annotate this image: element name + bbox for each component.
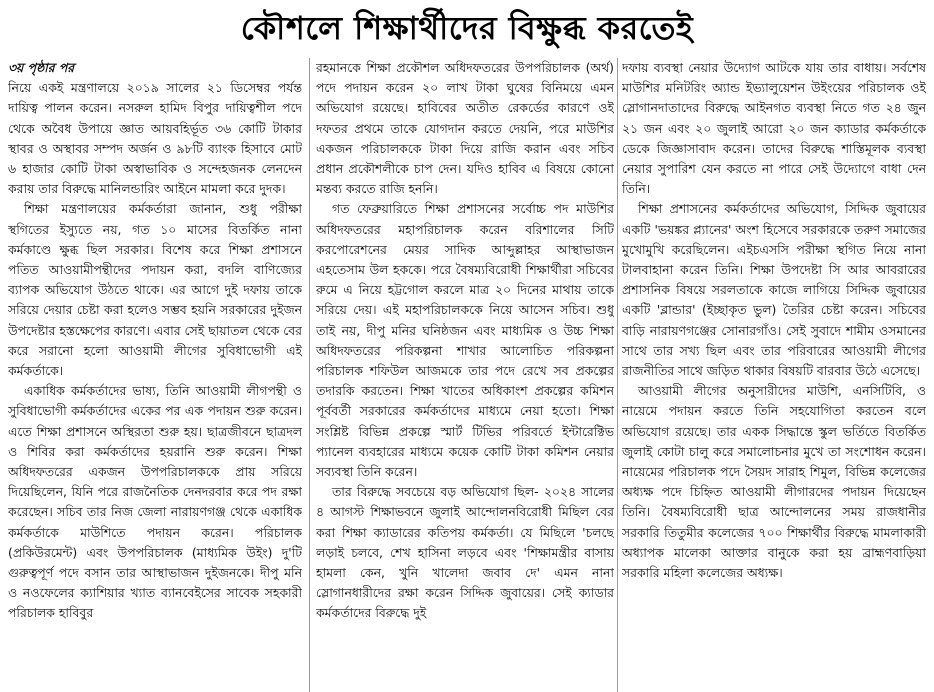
article-column-2 (316, 58, 614, 692)
headline: কৌশলে শিক্ষার্থীদের বিক্ষুব্ধ করতেই (240, 9, 694, 47)
headline-bar (0, 0, 934, 52)
paragraph: দফায় ব্যবস্থা নেয়ার উদ্যোগ আটকে যায় তার বাধায়। সর্বশেষ মাউশির মনিটরিং অ্যান্ড ইভ্যালুয়েশন উইংয়ের পরিচালক ওই স্লোগানদাতাদের বিরুদ্ধে আইনগত ব্যবস্থা নিতে গত ২৪ জুন ২১ জন এবং ২০ জুলাই আরো ২০ জন ক্যাডার কর্মকর্তাকে ডেকে জিজ্ঞাসাবাদ করেন। তাদের বিরুদ্ধে শাস্তিমূলক ব্যবস্থা নেয়ার সুপারিশ যেন করতে না পারে সেই উদ্যোগে বাধা দেন তিনি। (622, 60, 926, 197)
column-divider (617, 58, 618, 692)
paragraph: গত ফেব্রুয়ারিতে শিক্ষা প্রশাসনের সর্বোচ্চ পদ মাউশির অধিদফতরের মহাপরিচালক করেন বরিশালের সিটি করপোরেশনের মেয়র সাদিক আব্দুল্লাহর আস্থাভাজন এহতেসাম উল হককে। পরে বৈষম্যবিরোধী শিক্ষার্থীরা সচিবের রুমে এ নিয়ে হট্টগোল করলে মাত্র ২০ দিনের মাথায় তাকে সরিয়ে দেয়। এই মহাপরিচালককে নিয়ে আসেন সচিব। শুধু তাই নয়, দীপু মনির ঘনিষ্ঠজন এবং মাধ্যমিক ও উচ্চ শিক্ষা অধিদফতরের পরিকল্পনা শাখার আলোচিত পরিকল্পনা পরিচালক শফিউল আজমকে তার পদে রেখে সব প্রকল্পের তদারকি করতেন। শিক্ষা খাতের অধিকাংশ প্রকল্পের কমিশন পূর্ববর্তী সরকারের কর্মকর্তাদের মাধ্যমে নেয়া হতো। শিক্ষা সংশ্লিষ্ট বিভিন্ন প্রকল্পে স্মার্ট টিভির পরিবর্তে ইন্টারেক্টিভ প্যানেল ব্যবহারের মাধ্যমে কয়েক কোটি টাকা কমিশন নেয়ার সব্যবস্থা তিনি করেন। (316, 201, 614, 480)
paragraph: শিক্ষা প্রশাসনের কর্মকর্তাদের অভিযোগ, সিদ্দিক জুবায়ের একটি 'ভয়ঙ্কর প্ল্যানের' অংশ হিসেবে সরকারকে তরুণ সমাজের মুখোমুখি করেছিলেন। এইচএসসি পরীক্ষা স্থগিত নিয়ে নানা টালবাহানা করেন তিনি। শিক্ষা উপদেষ্টা সি আর আবরারের প্রশাসনিক বিষয়ে সরলতাকে কাজে লাগিয়ে সিদ্দিক জুবায়ের একটি 'ব্লান্ডার' (ইচ্ছাকৃত ভুল) তৈরির চেষ্টা করেন। সচিবের বাড়ি নারায়ণগঞ্জের সোনারগাঁও। সেই সুবাদে শামীম ওসমানের সাথে তার সখ্য ছিল এবং তার পরিবারের আওয়ামী লীগের রাজনীতির সাথে জড়িত থাকার বিষয়টি বারবার উঠে এসেছে। (622, 201, 926, 379)
paragraph: রহমানকে শিক্ষা প্রকৌশল অধিদফতরের উপপরিচালক (অর্থ) পদে পদায়ন করেন ২০ লাখ টাকা ঘুষের বিনিময়ে এমন অভিযোগ রয়েছে। হাবিবের অতীত রেকর্ডের কারণে ওই দফতর প্রথমে তাকে যোগদান করতে দেয়নি, পরে মাউশির একজন পরিচালককে টাকা দিয়ে রাজি করান এবং সচিব প্রধান প্রকৌশলীকে চাপ দেন। যদিও হাবিব এ বিষয়ে কোনো মন্তব্য করতে রাজি হননি। (316, 60, 614, 197)
paragraph: আওয়ামী লীগের অনুসারীদের মাউশি, এনসিটিবি, ও নায়েমে পদায়ন করতে তিনি সহযোগিতা করতেন বলে অভিযোগ রয়েছে। তার একক সিদ্ধান্তে স্কুল ভর্তিতে বিতর্কিত জুলাই কোটা চালু করে সমালোচনার মুখে তা সংশোধন করেন। নায়েমের পরিচালক পদে সৈয়দ সারাহ শিমুল, বিভিন্ন কলেজের অধ্যক্ষ পদে চিহ্নিত আওয়ামী লীগারদের পদায়ন দিয়েছেন তিনি। বৈষম্যবিরোধী ছাত্র আন্দোলনের সময় রাজধানীর সরকারি তিতুমীর কলেজের ৭০০ শিক্ষার্থীর বিরুদ্ধে মামলাকারী অধ্যাপক মালেকা আক্তার বানুকে করা হয় ব্রাহ্মণবাড়িয়া সরকারি মহিলা কলেজের অধ্যক্ষ। (622, 383, 926, 581)
paragraph: তার বিরুদ্ধে সবচেয়ে বড় অভিযোগ ছিল- ২০২৪ সালের ৪ আগস্ট শিক্ষাভবনে জুলাই আন্দোলনবিরোধী মিছিল বের করা শিক্ষা ক্যাডারের কতিপয় কর্মকর্তা। যে মিছিলে 'চলছে লড়াই চলবে, শেখ হাসিনা লড়বে এবং 'শিক্ষামন্ত্রীর বাসায় হামলা কেন, খুনি খালেদা জবাব দে' এমন নানা স্লোগানধারীদের রক্ষা করেন সিদ্দিক জুবায়ের। সেই ক্যাডার কর্মকর্তাদের বিরুদ্ধে দুই (316, 484, 614, 621)
paragraph: নিয়ে একই মন্ত্রণালয়ে ২০১৯ সালের ২১ ডিসেম্বর পর্যন্ত দায়িত্ব পালন করেন। নসরুল হামিদ বিপুর দায়িত্বশীল পদে থেকে অবৈধ উপায়ে জ্ঞাত আয়বহির্ভূত ৩৬ কোটি টাকার স্থাবর ও অস্থাবর সম্পদ অর্জন ও ৯৮টি ব্যাংক হিসাবে মোট ৬ হাজার কোটি টাকা অস্বাভাবিক ও সন্দেহজনক লেনদেন করায় তার বিরুদ্ধে মানিলন্ডারিং আইনে মামলা করে দুদক। (8, 80, 302, 197)
column-divider (309, 58, 310, 692)
continued-label: ৩য় পৃষ্ঠার পর (8, 60, 75, 75)
paragraph: একাধিক কর্মকর্তাদের ভাষ্য, তিনি আওয়ামী লীগপন্থী ও সুবিধাভোগী কর্মকর্তাদের একের পর এক পদায়ন শুরু করেন। এতে শিক্ষা প্রশাসনে অস্থিরতা শুরু হয়। ছাত্রজীবনে ছাত্রদল ও শিবির করা কর্মকর্তাদের হয়রানি শুরু করেন। শিক্ষা অধিদফতরের একজন উপপরিচালককে প্রায় সরিয়ে দিয়েছিলেন, যিনি পরে রাজনৈতিক দেনদরবার করে পদ রক্ষা করেছেন। সচিব তার নিজ জেলা নারায়ণগঞ্জ থেকে একাধিক কর্মকর্তাকে মাউশিতে পদায়ন করেন। পরিচালক (প্রকিউরমেন্ট) এবং উপপরিচালক (মাধ্যমিক উইং) দু'টি গুরুত্বপূর্ণ পদে বসান তার আস্থাভাজন দুইজনকে। দীপু মনি ও নওফেলের ক্যাশিয়ার খ্যাত ব্যানবেইসের সাবেক সহকারী পরিচালক হাবিবুর (8, 383, 302, 621)
article-column-3 (622, 58, 926, 692)
paragraph: শিক্ষা মন্ত্রণালয়ের কর্মকর্তারা জানান, শুধু পরীক্ষা স্থগিতের ইস্যুতে নয়, গত ১০ মাসের বিতর্কিত নানা কর্মকাণ্ডে ক্ষুব্ধ ছিল সরকার। বিশেষ করে শিক্ষা প্রশাসনে পতিত আওয়ামীপন্থীদের পদায়ন করা, বদলি বাণিজ্যের ব্যাপক অভিযোগ উঠতে থাকে। এর আগে দুই দফায় তাকে সরিয়ে দেয়ার চেষ্টা করা হলেও সম্ভব হয়নি সরকারের দুইজন উপদেষ্টার হস্তক্ষেপের কারণে। এবার সেই ছায়াতল থেকে বের করে সরানো হলো আওয়ামী লীগের সুবিধাভোগী এই কর্মকর্তাকে। (8, 201, 302, 379)
headline-rule (0, 54, 934, 56)
article-column-1 (8, 58, 302, 692)
